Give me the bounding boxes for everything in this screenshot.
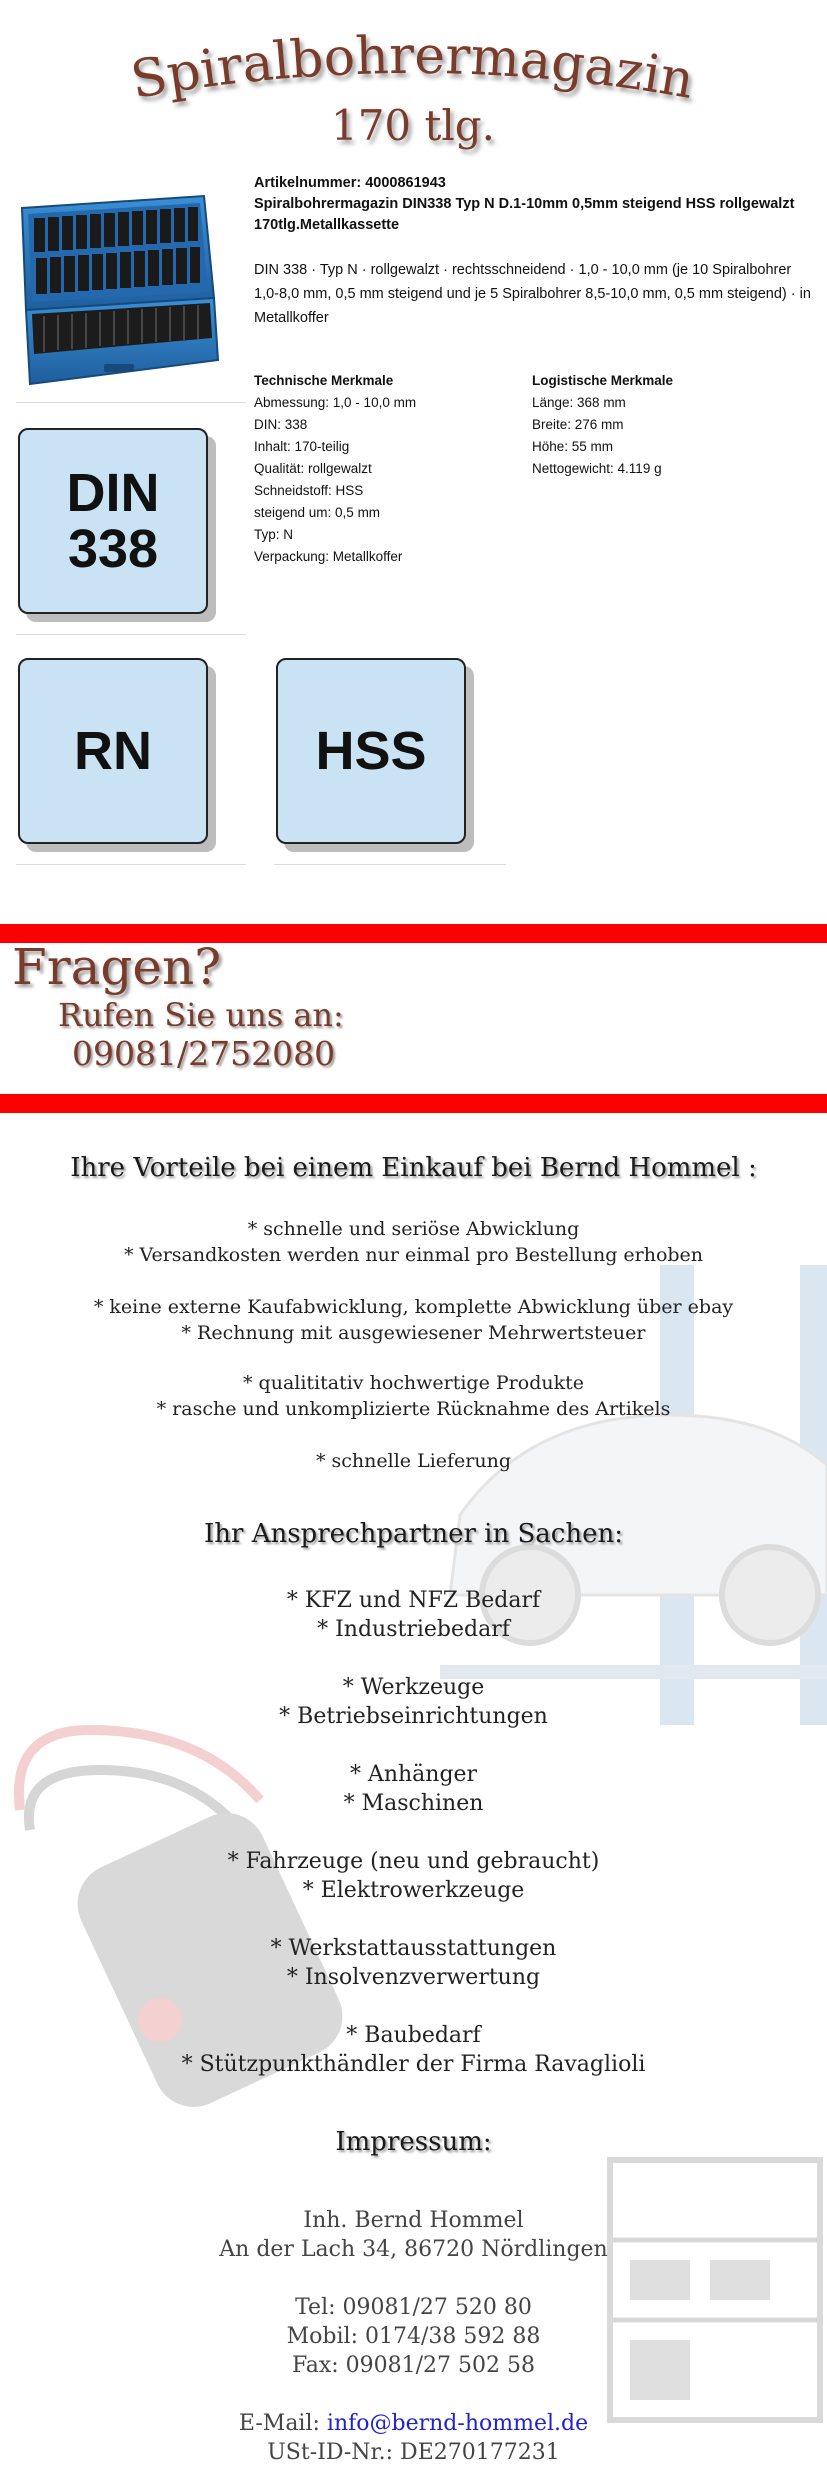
technical-features xyxy=(254,370,514,568)
advantage-item: * Rechnung mit ausgewiesener Mehrwertsteuer xyxy=(181,1322,646,1344)
badge-text: DIN xyxy=(66,463,160,523)
din-338-badge xyxy=(18,428,208,614)
contact-person-heading: Ihr Ansprechpartner in Sachen: xyxy=(203,1519,624,1549)
vat-id: USt-ID-Nr.: DE270177231 xyxy=(267,2440,560,2465)
spec-line: DIN: 338 xyxy=(254,417,308,432)
shelving-background-image xyxy=(600,2150,827,2430)
product-description: DIN 338 · Typ N · rollgewalzt · rechtsschneidend · 1,0 - 10,0 mm (je 10 Spiralbohrer 1,0-8,0 mm, 0,5 mm steigend und je 5 Spiralbohrer 8,5-10,0 mm, 0,5 mm steigend) · in Metallkoffer xyxy=(254,262,811,326)
advantage-item: * schnelle Lieferung xyxy=(315,1450,512,1472)
email-label: E-Mail: xyxy=(238,2411,327,2436)
fax: Fax: 09081/27 502 58 xyxy=(291,2353,536,2378)
advantage-item: * rasche und unkomplizierte Rücknahme des Artikels xyxy=(156,1398,671,1420)
advantages-heading: Ihre Vorteile bei einem Einkauf bei Bernd Hommel : xyxy=(70,1153,757,1183)
impressum-heading: Impressum: xyxy=(335,2127,492,2157)
contact-banner xyxy=(12,938,612,1078)
spec-line: Abmessung: 1,0 - 10,0 mm xyxy=(254,395,417,410)
divider xyxy=(16,402,246,403)
address: An der Lach 34, 86720 Nördlingen xyxy=(219,2237,608,2262)
product-name: Spiralbohrermagazin DIN338 Typ N D.1-10mm 0,5mm steigend HSS rollgewalzt 170tlg.Metallkassette xyxy=(254,196,795,233)
service-item: * Industriebedarf xyxy=(317,1617,510,1642)
spec-line: Verpackung: Metallkoffer xyxy=(254,549,403,564)
phone-number: 09081/2752080 xyxy=(72,1034,336,1073)
divider xyxy=(274,864,506,865)
spec-line: steigend um: 0,5 mm xyxy=(254,505,381,520)
spec-line: Breite: 276 mm xyxy=(532,417,624,432)
call-text: Rufen Sie uns an: xyxy=(58,996,344,1034)
divider xyxy=(16,634,246,635)
service-item: * Fahrzeuge (neu und gebraucht) xyxy=(227,1849,600,1874)
spec-line: Inhalt: 170-teilig xyxy=(254,439,350,454)
spec-line: Schneidstoff: HSS xyxy=(254,483,364,498)
spec-line: Höhe: 55 mm xyxy=(532,439,614,454)
badge-text: HSS xyxy=(315,721,427,781)
service-item: * Werkzeuge xyxy=(342,1675,485,1700)
service-item: * Baubedarf xyxy=(346,2023,481,2048)
logistic-heading: Logistische Merkmale xyxy=(532,373,674,388)
article-number: Artikelnummer: 4000861943 xyxy=(254,175,446,191)
question-heading: Fragen? xyxy=(12,938,222,996)
page-title xyxy=(0,28,827,158)
service-item: * Elektrowerkzeuge xyxy=(302,1878,525,1903)
advantage-item: * Versandkosten werden nur einmal pro Bestellung erhoben xyxy=(123,1244,704,1266)
title-line-2: 170 tlg. xyxy=(330,101,496,150)
email-link[interactable]: info@bernd-hommel.de xyxy=(326,2411,589,2436)
advantage-item: * keine externe Kaufabwicklung, komplette Abwicklung über ebay xyxy=(93,1296,734,1318)
service-item: * Betriebseinrichtungen xyxy=(279,1704,548,1729)
mobile: Mobil: 0174/38 592 88 xyxy=(286,2324,541,2349)
divider xyxy=(16,864,246,865)
hss-badge xyxy=(276,658,466,844)
owner-name: Inh. Bernd Hommel xyxy=(303,2208,524,2233)
title-line-1: Spiralbohrermagazin xyxy=(126,28,699,111)
spec-line: Typ: N xyxy=(254,527,294,542)
technical-heading: Technische Merkmale xyxy=(254,373,394,388)
spec-line: Qualität: rollgewalzt xyxy=(254,461,372,476)
service-item: * Anhänger xyxy=(349,1762,478,1787)
spec-line: Länge: 368 mm xyxy=(532,395,626,410)
advantage-item: * schnelle und seriöse Abwicklung xyxy=(247,1218,580,1240)
email-line xyxy=(0,2409,827,2438)
service-item: * Insolvenzverwertung xyxy=(286,1965,541,1990)
service-item: * Stützpunkthändler der Firma Ravaglioli xyxy=(181,2052,646,2077)
rn-badge xyxy=(18,658,208,844)
badge-text: RN xyxy=(74,721,152,781)
phone: Tel: 09081/27 520 80 xyxy=(295,2295,532,2320)
product-info xyxy=(254,173,814,330)
red-divider-bottom xyxy=(0,1094,827,1113)
advantage-item: * qualititativ hochwertige Produkte xyxy=(243,1372,584,1394)
service-item: * Werkstattausstattungen xyxy=(270,1936,557,1961)
logistic-features xyxy=(532,370,792,480)
badge-text: 338 xyxy=(67,519,159,579)
service-item: * KFZ und NFZ Bedarf xyxy=(286,1588,541,1613)
service-item: * Maschinen xyxy=(343,1791,484,1816)
spec-line: Nettogewicht: 4.119 g xyxy=(532,461,662,476)
product-image xyxy=(14,188,220,398)
